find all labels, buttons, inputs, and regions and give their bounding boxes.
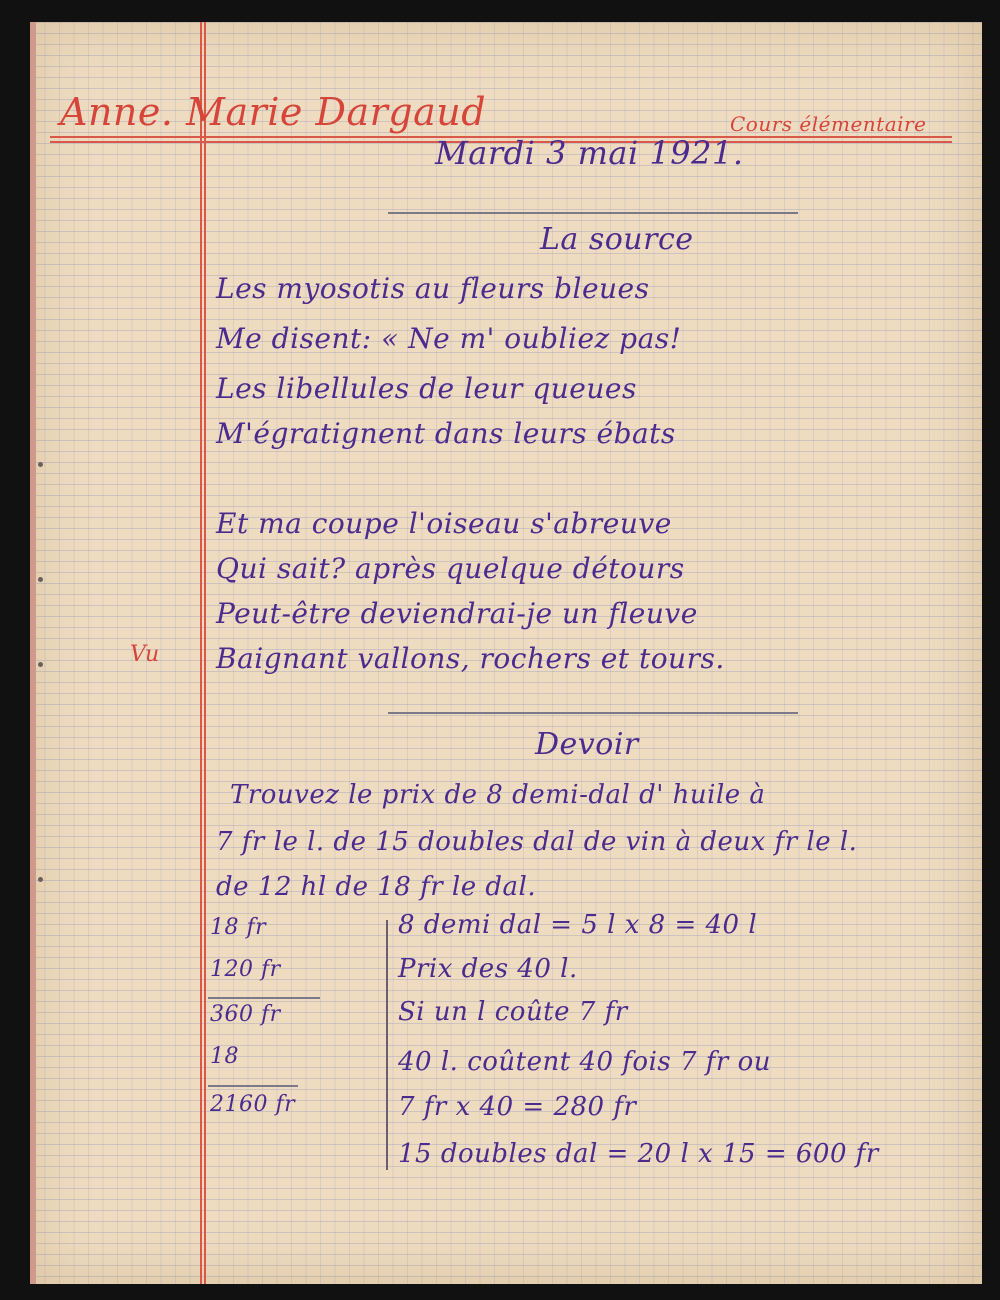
- poem-line: Les libellules de leur queues: [216, 372, 637, 405]
- binding-hole: [38, 462, 43, 467]
- date: Mardi 3 mai 1921.: [435, 134, 744, 172]
- work-line: 40 l. coûtent 40 fois 7 fr ou: [398, 1047, 772, 1077]
- poem-line: Peut-être deviendrai-je un fleuve: [216, 597, 698, 630]
- separator-line: [388, 212, 798, 214]
- class-level: Cours élémentaire: [730, 112, 927, 136]
- calc-line: 18: [210, 1044, 239, 1069]
- work-line: 15 doubles dal = 20 l x 15 = 600 fr: [398, 1139, 879, 1169]
- work-line: Si un l coûte 7 fr: [398, 997, 628, 1027]
- calc-line: 360 fr: [210, 1002, 281, 1027]
- work-line: 7 fr x 40 = 280 fr: [398, 1092, 637, 1122]
- poem-line: Baignant vallons, rochers et tours.: [216, 642, 725, 675]
- work-line: Prix des 40 l.: [398, 954, 578, 984]
- student-name: Anne. Marie Dargaud: [60, 90, 487, 134]
- assignment-title: Devoir: [535, 727, 639, 762]
- poem-line: Les myosotis au fleurs bleues: [216, 272, 650, 305]
- calc-line: 120 fr: [210, 957, 281, 982]
- margin-line: [200, 22, 202, 1284]
- work-line: 8 demi dal = 5 l x 8 = 40 l: [398, 910, 758, 940]
- assignment-statement: Trouvez le prix de 8 demi-dal d' huile à: [230, 780, 766, 810]
- teacher-mark: Vu: [130, 642, 160, 667]
- binding-hole: [38, 577, 43, 582]
- assignment-statement: de 12 hl de 18 fr le dal.: [216, 872, 537, 902]
- poem-title: La source: [540, 222, 694, 257]
- poem-line: Qui sait? après quelque détours: [216, 552, 685, 585]
- poem-line: M'égratignent dans leurs ébats: [216, 417, 676, 450]
- separator-line: [388, 712, 798, 714]
- assignment-statement: 7 fr le l. de 15 doubles dal de vin à deux fr le l.: [216, 827, 858, 857]
- column-divider: [386, 920, 388, 1170]
- binding-hole: [38, 662, 43, 667]
- calc-rule: [208, 997, 320, 999]
- margin-line-inner: [204, 22, 206, 1284]
- calc-line: 18 fr: [210, 915, 267, 940]
- calc-line: 2160 fr: [210, 1092, 296, 1117]
- binding-hole: [38, 877, 43, 882]
- poem-line: Me disent: « Ne m' oubliez pas!: [216, 322, 682, 355]
- notebook-page: [30, 22, 982, 1284]
- calc-rule: [208, 1085, 298, 1087]
- page-edge: [30, 22, 36, 1284]
- poem-line: Et ma coupe l'oiseau s'abreuve: [216, 507, 672, 540]
